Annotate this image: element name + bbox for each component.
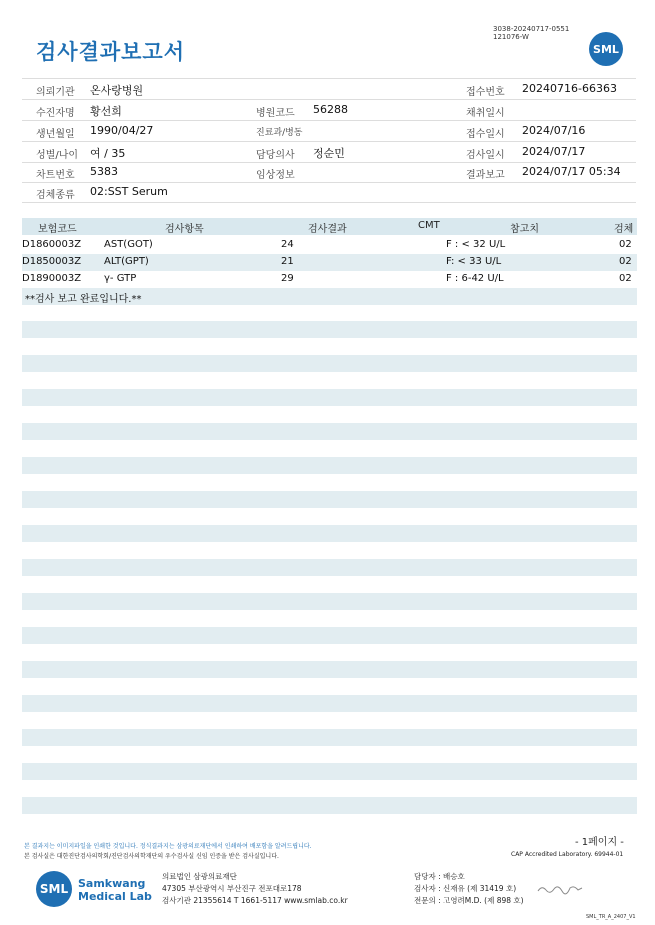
divider bbox=[22, 99, 636, 100]
company-name-line-1: Samkwang bbox=[78, 877, 146, 890]
sml-logo: SML bbox=[589, 32, 623, 66]
empty-row-stripe bbox=[22, 525, 637, 542]
empty-row-stripe bbox=[22, 559, 637, 576]
sml-footer-logo: SML bbox=[36, 871, 72, 907]
row3-result: 29 bbox=[281, 273, 294, 284]
hosp-code-value: 56288 bbox=[313, 103, 348, 116]
company-address bbox=[162, 871, 348, 907]
hosp-code-label: 병원코드 bbox=[256, 108, 295, 119]
row2-specimen: 02 bbox=[619, 256, 632, 267]
col-item: 검사항목 bbox=[165, 224, 204, 235]
patient-value: 황선희 bbox=[90, 105, 122, 118]
document-code-line-2: 121076-W bbox=[493, 33, 529, 41]
empty-row-stripe bbox=[22, 491, 637, 508]
row1-specimen: 02 bbox=[619, 239, 632, 250]
dept-label: 진료과/병동 bbox=[256, 128, 303, 138]
row3-specimen: 02 bbox=[619, 273, 632, 284]
chart-label: 차트번호 bbox=[36, 170, 75, 181]
recv-date-label: 접수일시 bbox=[466, 129, 505, 140]
empty-row-stripe bbox=[22, 627, 637, 644]
collect-label: 채취일시 bbox=[466, 108, 505, 119]
doctor-label: 담당의사 bbox=[256, 150, 295, 161]
row2-ref: F: < 33 U/L bbox=[446, 256, 502, 267]
empty-row-stripe bbox=[22, 321, 637, 338]
document-code bbox=[493, 25, 569, 41]
row3-ref: F : 6-42 U/L bbox=[446, 273, 504, 284]
report-value: 2024/07/17 05:34 bbox=[522, 165, 621, 178]
signature-scribble bbox=[536, 882, 584, 896]
company-name bbox=[78, 877, 152, 903]
company-name-line-2: Medical Lab bbox=[78, 890, 152, 903]
disclaimer-accreditation: 본 검사실은 대한진단검사의학회/진단검사의학재단의 우수검사실 신임 인증을 받은 검사실입니다. bbox=[24, 853, 279, 860]
divider bbox=[22, 120, 636, 121]
test-date-value: 2024/07/17 bbox=[522, 145, 586, 158]
hospital-label: 의뢰기관 bbox=[36, 87, 75, 98]
staff-info bbox=[414, 871, 524, 907]
hospital-value: 온사랑병원 bbox=[90, 84, 144, 97]
row1-result: 24 bbox=[281, 239, 294, 250]
staff-line-2: 검사자 : 신재유 (제 31419 호) bbox=[414, 884, 517, 893]
row1-item: AST(GOT) bbox=[104, 239, 153, 250]
clinical-label: 임상정보 bbox=[256, 170, 295, 181]
birth-label: 생년월일 bbox=[36, 129, 75, 140]
doctor-value: 정순민 bbox=[313, 147, 345, 160]
page-number: - 1페이지 - bbox=[575, 837, 624, 848]
sexage-label: 성별/나이 bbox=[36, 150, 79, 161]
report-label: 결과보고 bbox=[466, 170, 505, 181]
empty-row-stripe bbox=[22, 763, 637, 780]
address-line-3: 검사기관 21355614 T 1661-5117 www.smlab.co.kr bbox=[162, 896, 348, 905]
divider bbox=[22, 162, 636, 163]
row2-code: D1850003Z bbox=[22, 256, 82, 267]
col-cmt: CMT bbox=[418, 220, 440, 231]
row3-code: D1890003Z bbox=[22, 273, 82, 284]
specimen-label: 검체종류 bbox=[36, 190, 75, 201]
report-title: 검사결과보고서 bbox=[36, 40, 186, 64]
col-result: 검사결과 bbox=[308, 224, 347, 235]
empty-row-stripe bbox=[22, 797, 637, 814]
empty-row-stripe bbox=[22, 457, 637, 474]
address-line-2: 47305 부산광역시 부산진구 전포대로178 bbox=[162, 884, 302, 893]
row1-code: D1860003Z bbox=[22, 239, 82, 250]
row2-result: 21 bbox=[281, 256, 294, 267]
disclaimer-print: 본 결과지는 이미지파일을 인쇄한 것입니다. 정식결과지는 삼광의료재단에서 인쇄하여 배포함을 알려드립니다. bbox=[24, 843, 312, 850]
cap-accreditation: CAP Accredited Laboratory. 69944-01 bbox=[511, 851, 624, 858]
receipt-no-label: 접수번호 bbox=[466, 87, 505, 98]
empty-row-stripe bbox=[22, 355, 637, 372]
empty-row-stripe bbox=[22, 729, 637, 746]
row2-item: ALT(GPT) bbox=[104, 256, 149, 267]
row1-ref: F : < 32 U/L bbox=[446, 239, 506, 250]
test-date-label: 검사일시 bbox=[466, 150, 505, 161]
report-complete-note: **검사 보고 완료입니다.** bbox=[25, 294, 142, 305]
birth-value: 1990/04/27 bbox=[90, 124, 154, 137]
col-ref: 참고치 bbox=[510, 224, 539, 235]
specimen-value: 02:SST Serum bbox=[90, 185, 168, 198]
staff-line-1: 담당자 : 배승호 bbox=[414, 872, 465, 881]
empty-row-stripe bbox=[22, 389, 637, 406]
divider bbox=[22, 202, 636, 203]
patient-label: 수진자명 bbox=[36, 108, 75, 119]
divider bbox=[22, 141, 636, 142]
empty-row-stripe bbox=[22, 695, 637, 712]
sexage-value: 여 / 35 bbox=[90, 147, 126, 160]
address-line-1: 의료법인 삼광의료재단 bbox=[162, 872, 237, 881]
receipt-no-value: 20240716-66363 bbox=[522, 82, 617, 95]
empty-row-stripe bbox=[22, 423, 637, 440]
form-code: SML_TR_A_2407_V1 bbox=[586, 914, 636, 920]
chart-value: 5383 bbox=[90, 165, 118, 178]
document-code-line-1: 3038-20240717-0551 bbox=[493, 25, 570, 33]
divider bbox=[22, 78, 636, 79]
col-specimen: 검체 bbox=[614, 224, 634, 235]
empty-row-stripe bbox=[22, 661, 637, 678]
empty-row-stripe bbox=[22, 593, 637, 610]
row3-item: γ- GTP bbox=[104, 273, 137, 284]
staff-line-3: 전문의 : 고영려M.D. (제 898 호) bbox=[414, 896, 524, 905]
divider bbox=[22, 182, 636, 183]
col-code: 보험코드 bbox=[38, 224, 77, 235]
recv-date-value: 2024/07/16 bbox=[522, 124, 586, 137]
